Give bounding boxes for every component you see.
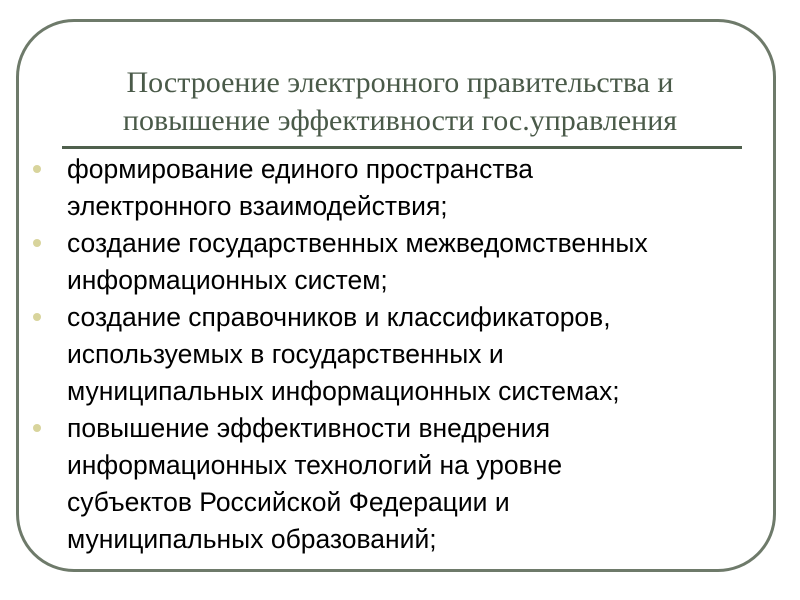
- bullet-item: [30, 151, 770, 225]
- slide-title-line-1: Построение электронного правительства и: [126, 66, 674, 99]
- bullet-text: формирование единого пространства электронного взаимодействия;: [67, 154, 534, 221]
- bullet-list: [30, 151, 770, 558]
- bullet-text: создание справочников и классификаторов, используемых в государственных и муниципальных информационных системах;: [67, 302, 620, 406]
- bullet-item: [30, 299, 770, 410]
- slide-title: [40, 64, 760, 140]
- bullet-item: [30, 410, 770, 558]
- bullet-text: повышение эффективности внедрения информационных технологий на уровне субъектов Российской Федерации и муниципальных образований;: [67, 413, 563, 554]
- bullet-icon: [33, 165, 41, 173]
- bullet-icon: [33, 239, 41, 247]
- bullet-item: [30, 225, 770, 299]
- slide-title-line-2: повышение эффективности гос.управления: [122, 104, 678, 137]
- bullet-icon: [33, 424, 41, 432]
- bullet-text: создание государственных межведомственных информационных систем;: [67, 228, 648, 295]
- title-underline: [62, 146, 742, 149]
- bullet-icon: [33, 313, 41, 321]
